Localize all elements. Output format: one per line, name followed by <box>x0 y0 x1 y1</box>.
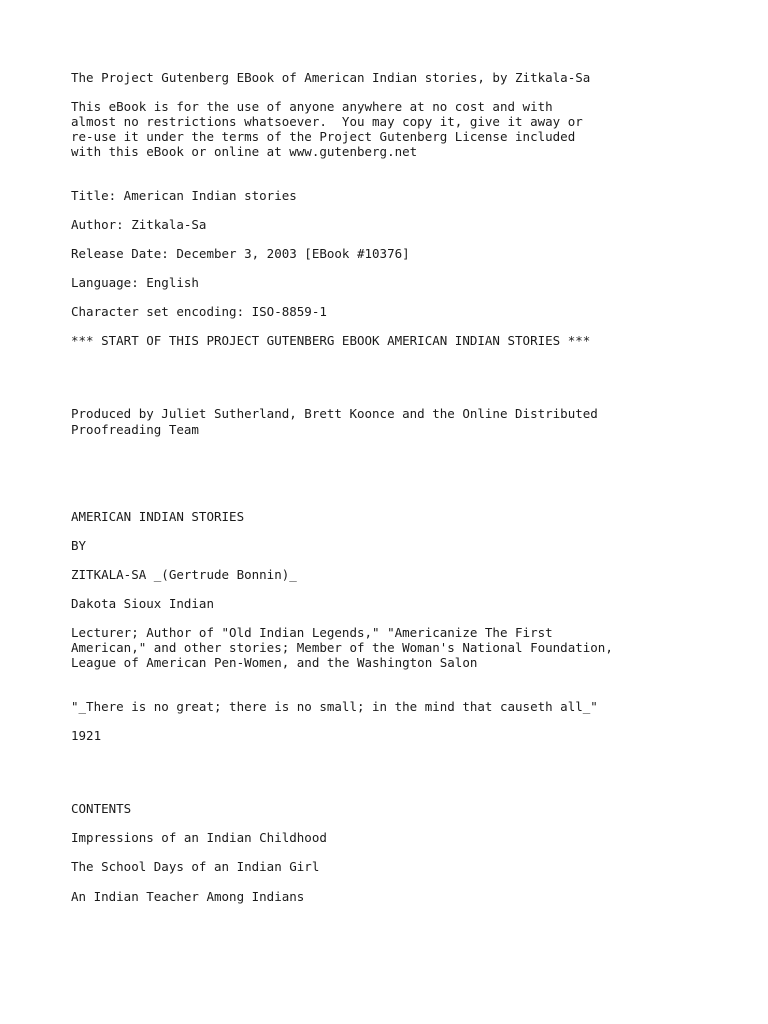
release-date-field: Release Date: December 3, 2003 [EBook #10376] <box>71 246 410 261</box>
contents-heading: CONTENTS <box>71 801 132 816</box>
license-line-3: re-use it under the terms of the Project Gutenberg License included <box>71 129 576 144</box>
contents-item: An Indian Teacher Among Indians <box>71 889 305 904</box>
contents-item: Impressions of an Indian Childhood <box>71 830 327 845</box>
ebook-header-line: The Project Gutenberg EBook of American Indian stories, by Zitkala-Sa <box>71 70 591 85</box>
author-description-line-3: League of American Pen-Women, and the Washington Salon <box>71 655 478 670</box>
by-label: BY <box>71 538 87 553</box>
start-marker: *** START OF THIS PROJECT GUTENBERG EBOOK AMERICAN INDIAN STORIES *** <box>71 333 591 348</box>
book-title: AMERICAN INDIAN STORIES <box>71 509 245 524</box>
license-line-2: almost no restrictions whatsoever. You may copy it, give it away or <box>71 114 583 129</box>
produced-by-line-2: Proofreading Team <box>71 422 199 437</box>
author-description-line-2: American," and other stories; Member of the Woman's National Foundation, <box>71 640 613 655</box>
encoding-field: Character set encoding: ISO-8859-1 <box>71 304 327 319</box>
publication-year: 1921 <box>71 728 102 743</box>
author-name: ZITKALA-SA _(Gertrude Bonnin)_ <box>71 567 297 582</box>
author-origin: Dakota Sioux Indian <box>71 596 214 611</box>
author-field: Author: Zitkala-Sa <box>71 217 207 232</box>
contents-item: The School Days of an Indian Girl <box>71 859 320 874</box>
title-field: Title: American Indian stories <box>71 188 297 203</box>
author-description-line-1: Lecturer; Author of "Old Indian Legends," "Americanize The First <box>71 625 553 640</box>
license-line-1: This eBook is for the use of anyone anywhere at no cost and with <box>71 99 553 114</box>
epigraph: "_There is no great; there is no small; in the mind that causeth all_" <box>71 699 598 714</box>
produced-by-line-1: Produced by Juliet Sutherland, Brett Koonce and the Online Distributed <box>71 406 598 421</box>
language-field: Language: English <box>71 275 199 290</box>
license-line-4: with this eBook or online at www.gutenberg.net <box>71 144 418 159</box>
